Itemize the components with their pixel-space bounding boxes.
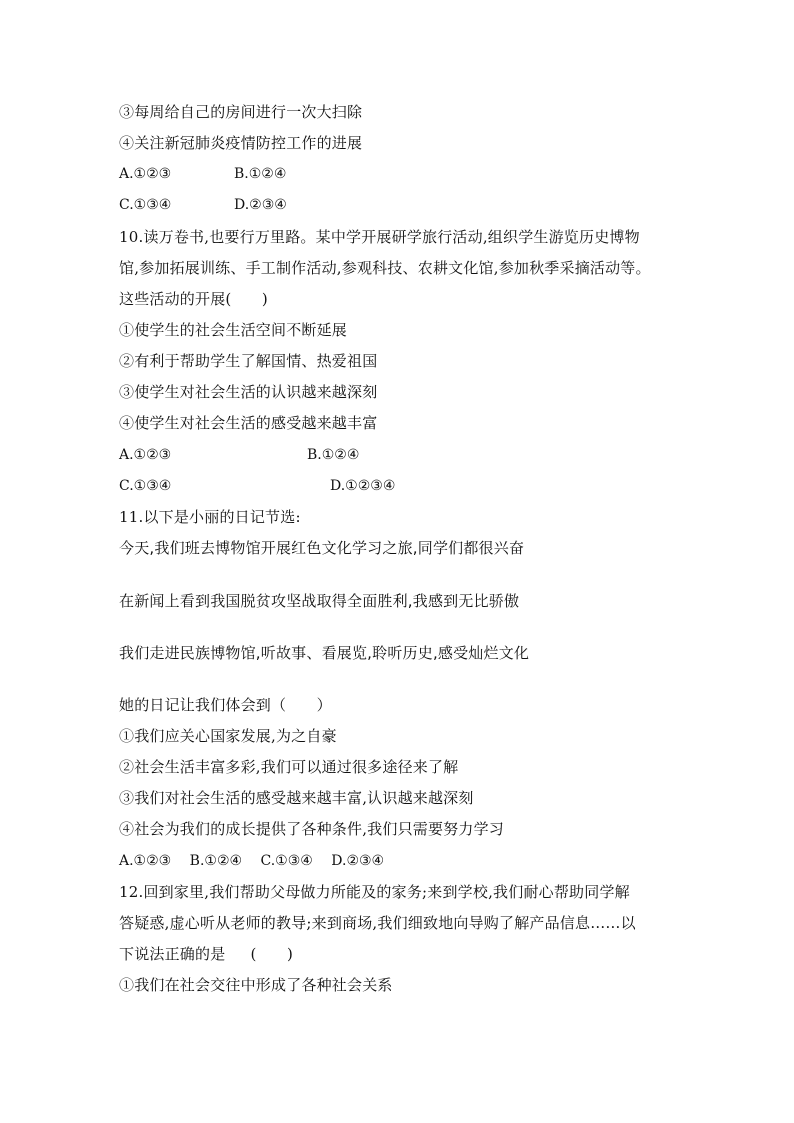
q9-option-c: C.①③④ — [119, 197, 172, 213]
q11-item-4: ④社会为我们的成长提供了各种条件,我们只需要努力学习 — [119, 820, 504, 838]
q12-stem-line-1: 12.回到家里,我们帮助父母做力所能及的家务;来到学校,我们耐心帮助同学解 — [119, 883, 630, 901]
q10-stem-line-3: 这些活动的开展( ) — [119, 290, 268, 308]
q11-item-2: ②社会生活丰富多彩,我们可以通过很多途径来了解 — [119, 758, 459, 776]
q10-item-3: ③使学生对社会生活的认识越来越深刻 — [119, 383, 378, 401]
q9-option-d: D.②③④ — [234, 197, 287, 213]
q10-option-c: C.①③④ — [119, 478, 172, 494]
q12-item-1: ①我们在社会交往中形成了各种社会关系 — [119, 976, 393, 994]
q10-stem-line-1: 10.读万卷书,也要行万里路。某中学开展研学旅行活动,组织学生游览历史博物 — [119, 228, 640, 246]
q11-diary-entry-1: 今天,我们班去博物馆开展红色文化学习之旅,同学们都很兴奋 — [119, 539, 525, 557]
q11-item-1: ①我们应关心国家发展,为之自豪 — [119, 727, 337, 745]
q11-diary-entry-2: 在新闻上看到我国脱贫攻坚战取得全面胜利,我感到无比骄傲 — [119, 592, 520, 610]
q10-option-a: A.①②③ — [119, 447, 172, 463]
q11-item-3: ③我们对社会生活的感受越来越丰富,认识越来越深刻 — [119, 789, 474, 807]
q12-stem-line-3: 下说法正确的是 ( ) — [119, 945, 294, 963]
q10-stem-line-2: 馆,参加拓展训练、手工制作活动,参观科技、农耕文化馆,参加秋季采摘活动等。 — [119, 259, 651, 277]
q11-diary-entry-3: 我们走进民族博物馆,听故事、看展览,聆听历史,感受灿烂文化 — [119, 644, 530, 662]
q10-item-2: ②有利于帮助学生了解国情、热爱祖国 — [119, 352, 378, 370]
q12-stem-line-2: 答疑惑,虚心听从老师的教导;来到商场,我们细致地向导购了解产品信息……以 — [119, 914, 636, 932]
q9-item-3: ③每周给自己的房间进行一次大扫除 — [119, 103, 363, 121]
q10-item-4: ④使学生对社会生活的感受越来越丰富 — [119, 414, 378, 432]
q10-item-1: ①使学生的社会生活空间不断延展 — [119, 321, 348, 339]
q11-options: A.①②③ B.①②④ C.①③④ D.②③④ — [119, 853, 385, 869]
q10-option-d: D.①②③④ — [330, 478, 396, 494]
q9-item-4: ④关注新冠肺炎疫情防控工作的进展 — [119, 134, 363, 152]
q11-prompt: 她的日记让我们体会到（ ） — [119, 696, 332, 714]
q10-option-b: B.①②④ — [307, 447, 360, 463]
q9-option-b: B.①②④ — [234, 166, 287, 182]
q9-option-a: A.①②③ — [119, 166, 172, 182]
q11-stem: 11.以下是小丽的日记节选: — [119, 508, 301, 526]
